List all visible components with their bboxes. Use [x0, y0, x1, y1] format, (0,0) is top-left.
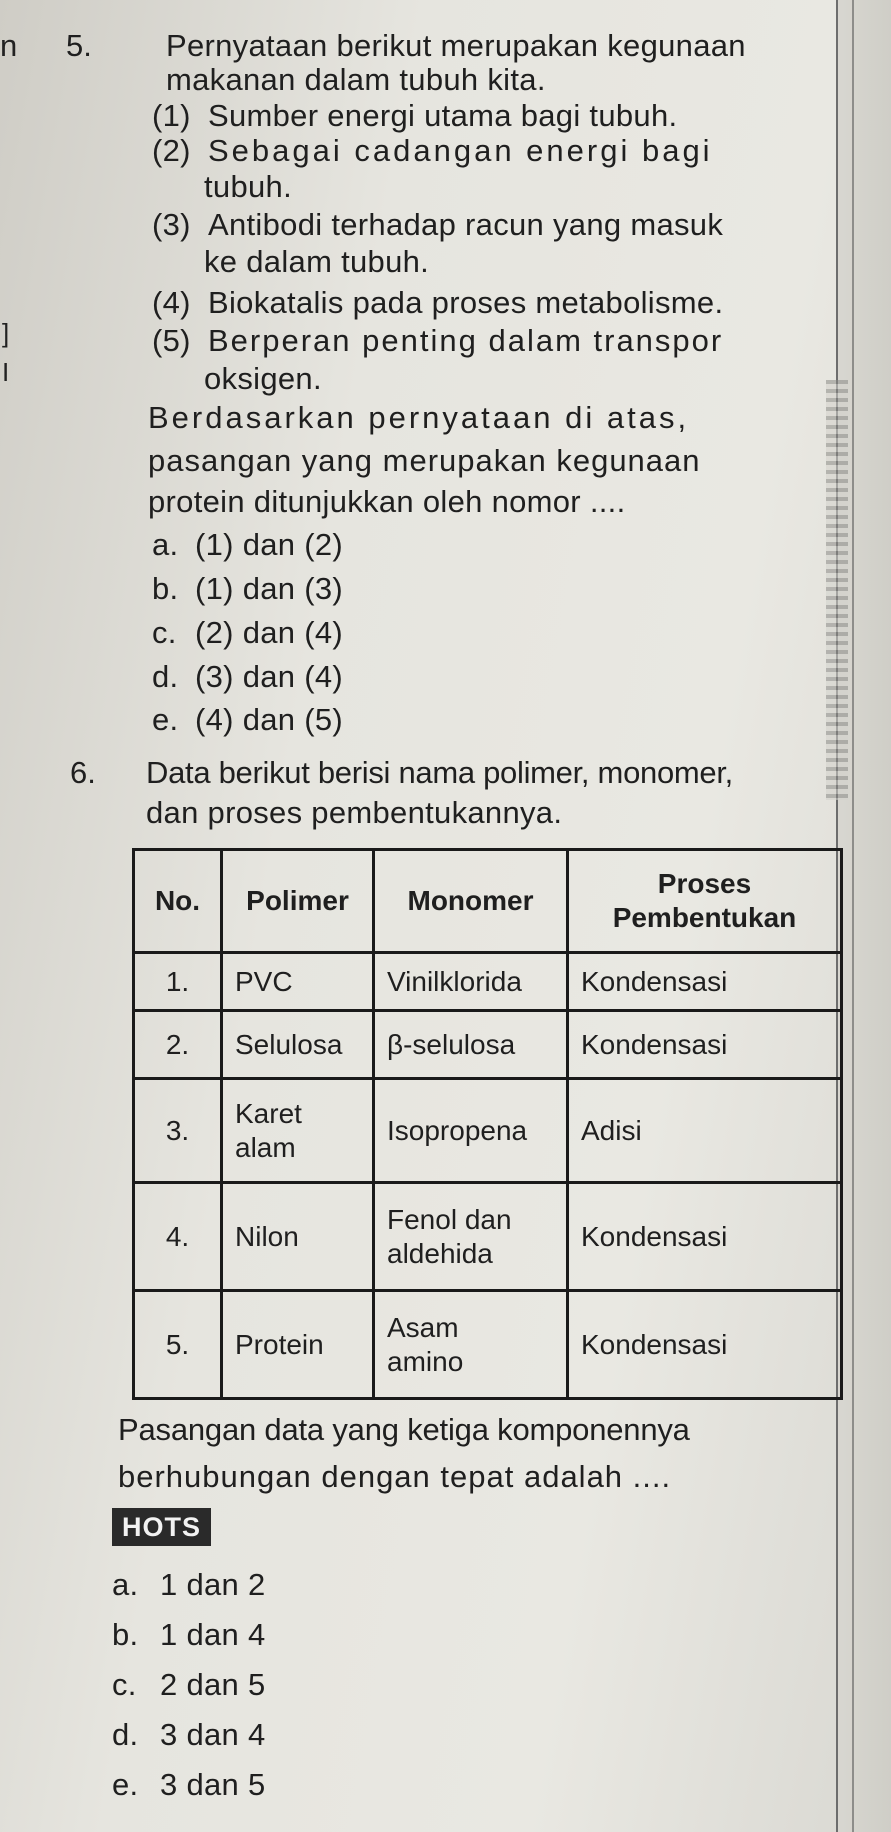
- cell-polimer-line1: Protein: [235, 1328, 324, 1360]
- q6-stem-line1: Data berikut berisi nama polimer, monomer,: [146, 755, 733, 790]
- cell-proses: Kondensasi: [568, 1183, 842, 1291]
- cell-proses: Adisi: [568, 1079, 842, 1183]
- margin-fragment-n: n: [0, 28, 18, 63]
- cell-monomer: [374, 1183, 568, 1291]
- q5-prompt-line1: Berdasarkan pernyataan di atas,: [148, 400, 690, 435]
- margin-fragment-bracket-1: ]: [2, 318, 10, 348]
- q5-statement-1: Sumber energi utama bagi tubuh.: [208, 98, 678, 133]
- cell-monomer-line1: Vinilklorida: [387, 965, 522, 997]
- cell-polimer-line1: Selulosa: [235, 1028, 343, 1060]
- cell-polimer: [222, 953, 374, 1011]
- table-header-row: [134, 850, 842, 953]
- cell-monomer-line2: amino: [387, 1345, 464, 1377]
- q5-statement-2-cont: tubuh.: [204, 169, 292, 204]
- q5-stem-line1: Pernyataan berikut merupakan kegunaan: [166, 28, 746, 63]
- q5-stem-line2: makanan dalam tubuh kita.: [166, 62, 546, 97]
- hots-badge: HOTS: [112, 1508, 211, 1546]
- page-edge-line-inner: [852, 0, 854, 1832]
- binding-pattern: [826, 380, 848, 800]
- polymer-table: [132, 848, 843, 1400]
- q5-option-d: (3) dan (4): [195, 659, 344, 694]
- header-polimer: Polimer: [222, 850, 374, 953]
- cell-monomer-line1: Isopropena: [387, 1114, 528, 1146]
- cell-monomer: [374, 953, 568, 1011]
- q6-option-b: 1 dan 4: [160, 1617, 266, 1652]
- q5-statement-3-id: (3): [152, 207, 191, 242]
- table-row: [134, 953, 842, 1011]
- q5-statement-3-cont: ke dalam tubuh.: [204, 244, 430, 279]
- header-no: No.: [134, 850, 222, 953]
- q6-option-e-letter: e.: [112, 1767, 139, 1802]
- page-edge: [836, 0, 891, 1832]
- header-proses-line2: Pembentukan: [612, 902, 797, 933]
- cell-polimer-line1: Karet: [235, 1097, 302, 1129]
- q5-option-c-letter: c.: [152, 615, 177, 650]
- q5-option-d-letter: d.: [152, 659, 179, 694]
- q6-option-b-letter: b.: [112, 1617, 139, 1652]
- q6-number: 6.: [70, 755, 96, 790]
- cell-proses: Kondensasi: [568, 1291, 842, 1399]
- q5-statement-2-id: (2): [152, 133, 191, 168]
- q5-statement-4-id: (4): [152, 285, 191, 320]
- q5-number: 5.: [66, 28, 92, 63]
- cell-monomer: [374, 1011, 568, 1079]
- q5-option-e: (4) dan (5): [195, 702, 344, 737]
- cell-proses: Kondensasi: [568, 953, 842, 1011]
- q5-option-a-letter: a.: [152, 527, 179, 562]
- q6-option-c-letter: c.: [112, 1667, 137, 1702]
- cell-no: 5.: [134, 1291, 222, 1399]
- cell-polimer: [222, 1011, 374, 1079]
- cell-polimer-line2: alam: [235, 1131, 296, 1163]
- q5-prompt-line2: pasangan yang merupakan kegunaan: [148, 443, 701, 478]
- table-row: [134, 1079, 842, 1183]
- cell-no: 1.: [134, 953, 222, 1011]
- cell-proses: Kondensasi: [568, 1011, 842, 1079]
- q6-stem-line2: dan proses pembentukannya.: [146, 795, 563, 830]
- q6-option-e: 3 dan 5: [160, 1767, 266, 1802]
- q6-prompt-line1: Pasangan data yang ketiga komponennya: [118, 1412, 690, 1447]
- q6-option-d: 3 dan 4: [160, 1717, 266, 1752]
- q5-statement-3: Antibodi terhadap racun yang masuk: [208, 207, 724, 242]
- cell-monomer-line1: β-selulosa: [387, 1028, 516, 1060]
- table-row: [134, 1183, 842, 1291]
- cell-monomer-line1: Fenol dan: [387, 1203, 512, 1235]
- margin-fragment-bracket-2: I: [2, 357, 10, 387]
- table-row: [134, 1291, 842, 1399]
- q5-option-b: (1) dan (3): [195, 571, 344, 606]
- q6-option-a-letter: a.: [112, 1567, 139, 1602]
- header-proses-line1: Proses: [657, 868, 752, 900]
- q5-option-c: (2) dan (4): [195, 615, 344, 650]
- cell-no: 3.: [134, 1079, 222, 1183]
- q6-option-c: 2 dan 5: [160, 1667, 266, 1702]
- cell-no: 4.: [134, 1183, 222, 1291]
- cell-no: 2.: [134, 1011, 222, 1079]
- cell-monomer: [374, 1079, 568, 1183]
- q6-prompt-line2: berhubungan dengan tepat adalah ....: [118, 1459, 672, 1494]
- q5-statement-5-id: (5): [152, 323, 191, 358]
- q5-statement-1-id: (1): [152, 98, 191, 133]
- header-monomer: Monomer: [374, 850, 568, 953]
- cell-monomer-line2: aldehida: [387, 1237, 493, 1269]
- cell-polimer: [222, 1291, 374, 1399]
- q5-option-b-letter: b.: [152, 571, 179, 606]
- cell-polimer-line1: Nilon: [235, 1220, 299, 1252]
- q5-statement-5-cont: oksigen.: [204, 361, 322, 396]
- header-proses: [568, 850, 842, 953]
- cell-polimer-line1: PVC: [235, 965, 293, 997]
- q5-statement-4: Biokatalis pada proses metabolisme.: [208, 285, 724, 320]
- q6-option-a: 1 dan 2: [160, 1567, 266, 1602]
- q6-option-d-letter: d.: [112, 1717, 139, 1752]
- q5-statement-2: Sebagai cadangan energi bagi: [208, 133, 713, 168]
- cell-polimer: [222, 1183, 374, 1291]
- table-row: [134, 1011, 842, 1079]
- cell-monomer-line1: Asam: [387, 1311, 459, 1343]
- q5-option-a: (1) dan (2): [195, 527, 344, 562]
- q5-prompt-line3: protein ditunjukkan oleh nomor ....: [148, 484, 626, 519]
- cell-monomer: [374, 1291, 568, 1399]
- cell-polimer: [222, 1079, 374, 1183]
- q5-statement-5: Berperan penting dalam transpor: [208, 323, 724, 358]
- q5-option-e-letter: e.: [152, 702, 179, 737]
